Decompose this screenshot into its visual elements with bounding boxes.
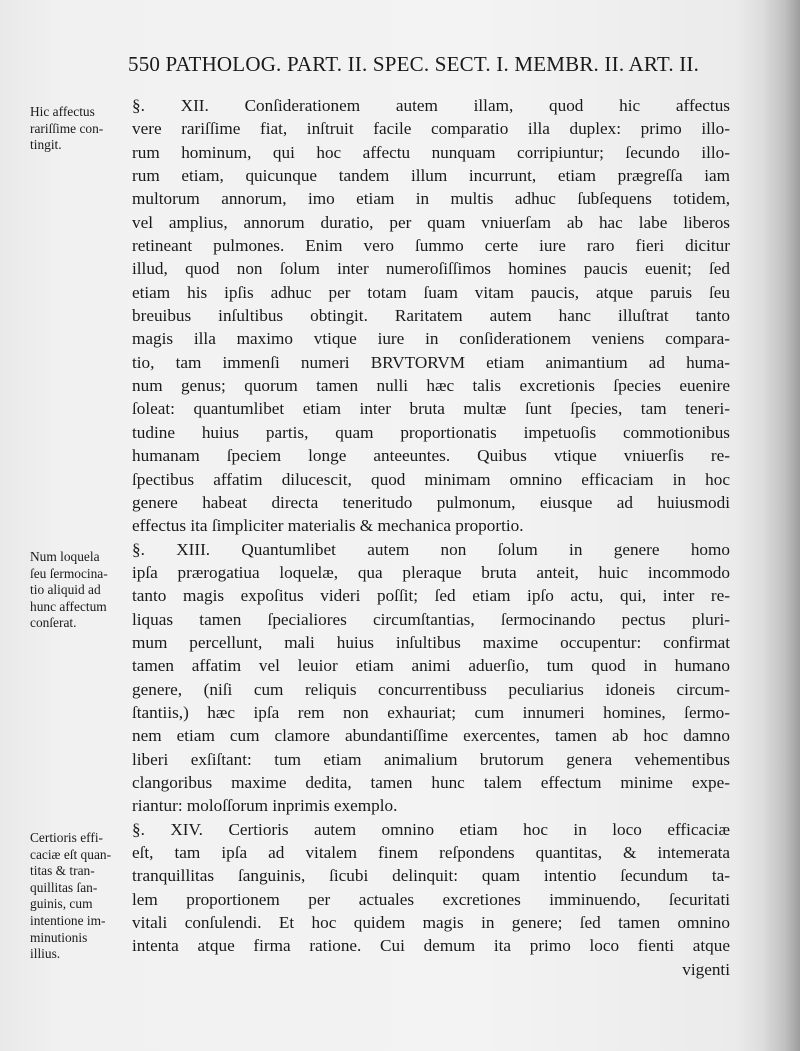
margin-note-1 <box>30 104 126 154</box>
body-line: rum etiam, quicunque tandem illum incurrunt, etiam prægreſſa iam <box>132 166 730 186</box>
body-line: tudine huius partis, quam proportionatis impetuoſis commotionibus <box>132 422 730 442</box>
body-line: tanto magis expoſitus videri poſſit; ſed etiam ipſo actu, qui, inter re- <box>132 586 730 606</box>
margin-note-line: Hic affectus <box>30 104 95 119</box>
margin-note-line: caciæ eſt quan- <box>30 846 112 862</box>
running-head: 550 PATHOLOG. PART. II. SPEC. SECT. I. MEMBR. II. ART. II. <box>128 52 700 76</box>
body-line: breuibus inſultibus obtingit. Raritatem autem hanc illuſtrat tanto <box>132 306 730 326</box>
body-text <box>132 94 730 981</box>
body-line: tio, tam immenſi numeri BRVTORVM etiam animantium ad huma- <box>132 352 730 372</box>
margin-note-3 <box>30 830 126 963</box>
body-line: §. XIV. Certioris autem omnino etiam hoc in loco efficaciæ <box>132 819 730 839</box>
body-line: effectus ita ſimpliciter materialis & mechanica proportio. <box>132 516 524 536</box>
margin-note-line: ſeu ſermocina- <box>30 565 108 581</box>
body-line: clangoribus maxime dedita, tamen hunc talem effectum minime expe- <box>132 772 730 792</box>
body-line: genere habeat directa teneritudo pulmonum, eiusque ad huiusmodi <box>132 492 730 512</box>
body-line: ſpectibus affatim dilucescit, quod minimam omnino efficaciam in hoc <box>132 469 730 489</box>
margin-note-line: rariſſime con- <box>30 120 104 136</box>
body-line: liquas tamen ſpecialiores circumſtantias, ſermocinando pectus pluri- <box>132 609 730 629</box>
margin-note-line: Num loquela <box>30 549 100 564</box>
body-line: num genus; quorum tamen nulli hæc talis excretionis ſpecies euenire <box>132 376 730 396</box>
body-line: rum hominum, qui hoc affectu nunquam corripiuntur; ſecundo illo- <box>132 142 730 162</box>
body-line: illud, quod non ſolum inter numeroſiſſimos homines paucis euenit; ſed <box>132 259 730 279</box>
body-line: mum percellunt, mali huius inſultibus maxime occupentur: confirmat <box>132 632 730 652</box>
body-line: eſt, tam ipſa ad vitalem finem reſpondens quantitas, & intemerata <box>132 843 730 862</box>
margin-note-line: illius. <box>30 946 61 962</box>
margin-note-line: tio aliquid ad <box>30 582 101 598</box>
body-line: vigenti <box>682 959 730 979</box>
body-line: intenta atque firma ratione. Cui demum ita primo loco fienti atque <box>132 936 730 956</box>
body-line: retineant pulmones. Enim vero ſummo certe iure raro fieri dicitur <box>132 236 730 256</box>
body-line: ſoleat: quantumlibet etiam inter bruta multæ ſunt ſpecies, tam teneri- <box>132 399 730 419</box>
margin-note-2 <box>30 549 126 632</box>
body-line: humanam ſpeciem longe anteeuntes. Quibus vtique vniuerſis re- <box>132 446 730 466</box>
body-line: ſtantiis,) hæc ipſa rem non exhauriat; cum innumeri homines, ſermo- <box>132 702 730 722</box>
page-edge-shadow <box>762 0 800 1051</box>
body-line: lem proportionem per actuales excretiones imminuendo, ſecuritati <box>132 889 730 909</box>
margin-note-line: Certioris effi- <box>30 830 104 845</box>
margin-note-line: intentione im- <box>30 912 106 928</box>
body-line: liberi exſiſtant: tum etiam animalium brutorum genera vehementibus <box>132 749 730 769</box>
margin-note-line: conſerat. <box>30 615 77 631</box>
margin-note-line: minutionis <box>30 929 88 945</box>
body-line: §. XII. Conſiderationem autem illam, quod hic affectus <box>132 96 730 115</box>
body-line: vel amplius, annorum duratio, per quam vniuerſam ab hac labe liberos <box>132 212 730 232</box>
body-line: tamen affatim vel leuior etiam animi aduerſio, tum quod in humano <box>132 656 730 676</box>
margin-note-line: quillitas ſan- <box>30 879 98 895</box>
margin-note-line: hunc affectum <box>30 598 107 614</box>
body-line: tranquillitas ſanguinis, ſicubi delinquit: quam intentio ſecundum ta- <box>132 866 730 886</box>
body-line: ipſa prærogatiua loquelæ, qua pleraque bruta anteit, huic incommodo <box>132 562 730 582</box>
body-line: multorum annorum, imo etiam in multis adhuc ſubſequens totidem, <box>132 189 730 209</box>
margin-note-line: tingit. <box>30 137 62 153</box>
body-line: vere rariſſime fiat, inſtruit facile comparatio illa duplex: primo illo- <box>132 119 730 139</box>
body-line: riantur: moloſſorum inprimis exemplo. <box>132 796 398 816</box>
body-line: §. XIII. Quantumlibet autem non ſolum in genere homo <box>132 539 730 559</box>
body-line: nem etiam cum clamore abundantiſſime exercentes, tamen ab hoc damno <box>132 726 730 746</box>
margin-note-line: titas & tran- <box>30 863 95 879</box>
body-line: vitali conſulendi. Et hoc quidem magis in genere; ſed tamen omnino <box>132 913 730 933</box>
body-line: genere, (niſi cum reliquis concurrentibuss peculiarius idoneis circum- <box>132 679 730 699</box>
body-line: etiam his ipſis adhuc per totam ſuam vitam paucis, atque paruis ſeu <box>132 282 730 302</box>
body-line: magis illa maximo vtique iure in conſiderationem veniens compara- <box>132 329 730 349</box>
margin-note-line: guinis, cum <box>30 896 93 912</box>
